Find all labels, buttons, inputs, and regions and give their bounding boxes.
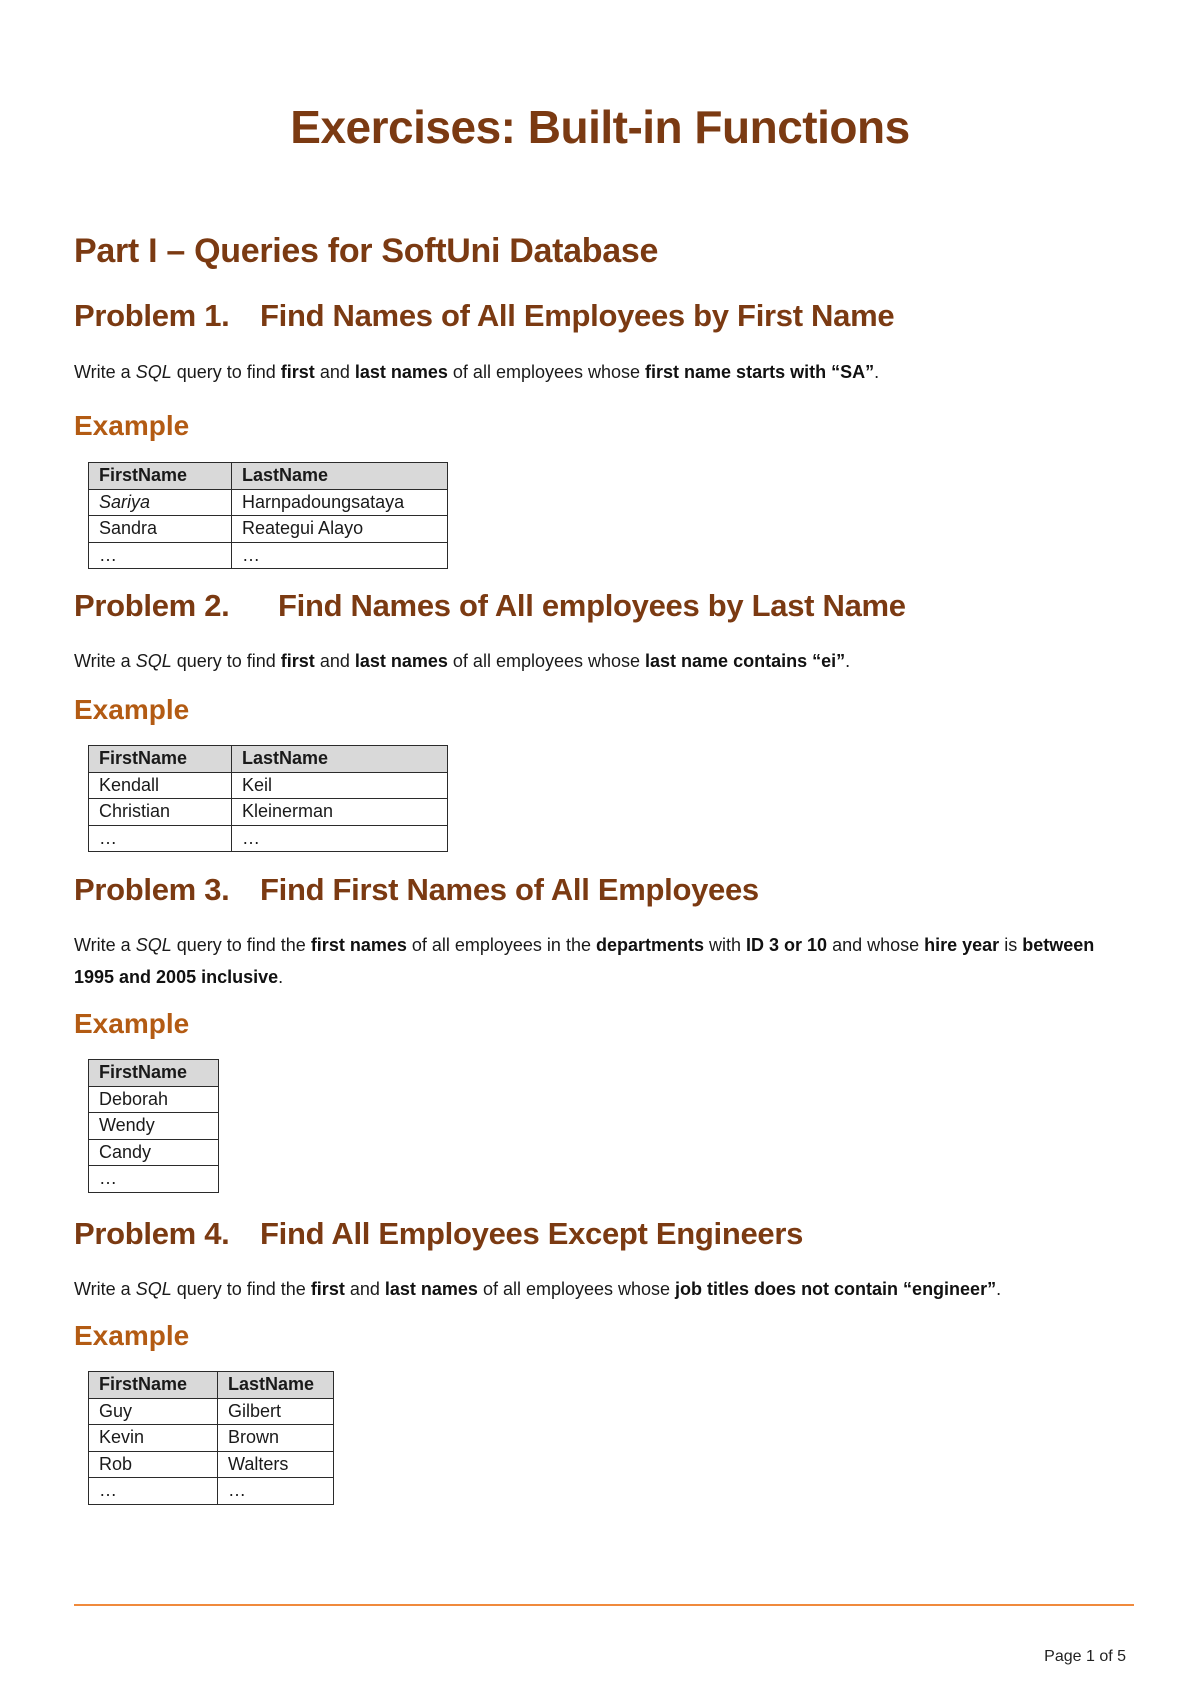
table-cell: Kendall [89,772,232,799]
column-header: FirstName [89,1372,218,1399]
description-text: ID 3 or 10 [746,935,828,955]
description-text: SQL [135,651,172,671]
table-cell: … [89,542,232,569]
table-cell: Christian [89,799,232,826]
table-cell: Brown [218,1425,334,1452]
description-text: last names [354,651,448,671]
table-row [89,772,448,799]
example-table-4 [88,1371,334,1505]
description-text: query to find [171,651,281,671]
table-cell: … [89,1166,219,1193]
description-text: of all employees in the [406,935,596,955]
problem-title: Find Names of All employees by Last Name [278,588,906,623]
description-text: . [278,967,284,987]
table-cell: Walters [218,1451,334,1478]
table-cell: Wendy [89,1113,219,1140]
description-text: of all employees whose [447,362,646,382]
description-text: last name contains “ei” [645,651,846,671]
description-text: first [280,651,315,671]
example-label: Example [74,410,190,441]
table-cell: Sandra [89,516,232,543]
problem-title: Find First Names of All Employees [260,872,759,907]
document-title: Exercises: Built-in Functions [290,101,910,153]
table-row [89,489,448,516]
description-text: query to find [171,362,281,382]
table-cell: Rob [89,1451,218,1478]
description-text: SQL [135,1279,172,1299]
description-text: . [996,1279,1002,1299]
table-row [89,542,448,569]
problem-4-description [74,1273,1134,1305]
example-label: Example [74,1008,190,1039]
problem-3-heading [74,872,759,908]
table-header-row [89,463,448,490]
problem-4-heading [74,1216,803,1252]
table-cell: Reategui Alayo [232,516,448,543]
description-text: . [845,651,851,671]
example-table-2 [88,745,448,852]
description-text: last names [384,1279,478,1299]
column-header: FirstName [89,463,232,490]
description-text: and whose [827,935,925,955]
problem-number: Problem 2. [74,588,230,623]
table-row [89,1113,219,1140]
table-cell: … [232,825,448,852]
description-text: and [314,651,355,671]
description-text: first name starts with “SA” [645,362,875,382]
description-text: SQL [135,935,172,955]
table-header-row [89,1060,219,1087]
description-text: Write a [74,935,136,955]
table-cell: Candy [89,1139,219,1166]
example-label: Example [74,694,190,725]
problem-number: Problem 3. [74,872,230,907]
description-text: first names [310,935,407,955]
description-text: of all employees whose [477,1279,676,1299]
description-text: is [999,935,1023,955]
problem-2-heading [74,588,906,624]
table-cell: … [232,542,448,569]
problem-title: Find Names of All Employees by First Name [260,298,895,333]
table-row [89,1086,219,1113]
description-text: SQL [135,362,172,382]
problem-2-description [74,645,1134,677]
part-heading: Part I – Queries for SoftUni Database [74,232,659,270]
problem-title: Find All Employees Except Engineers [260,1216,804,1251]
problem-number: Problem 4. [74,1216,230,1251]
table-row [89,1139,219,1166]
table-cell: Kevin [89,1425,218,1452]
table-cell: Gilbert [218,1398,334,1425]
problem-1-heading [74,298,894,334]
problem-1-description [74,356,1134,388]
description-text: first [280,362,315,382]
description-text: Write a [74,651,136,671]
page-number: Page 1 of 5 [1044,1648,1126,1665]
description-text: of all employees whose [447,651,646,671]
table-cell: Keil [232,772,448,799]
table-cell: Guy [89,1398,218,1425]
table-cell: … [89,1478,218,1505]
table-row [89,516,448,543]
description-text: and [314,362,355,382]
problem-number: Problem 1. [74,298,230,333]
table-header-row [89,746,448,773]
table-header-row [89,1372,334,1399]
table-cell: Sariya [89,489,232,516]
table-cell: … [89,825,232,852]
description-text: between 1995 and 2005 inclusive [74,935,1095,987]
example-table-3 [88,1059,219,1193]
column-header: FirstName [89,1060,219,1087]
description-text: last names [354,362,448,382]
footer-divider [74,1604,1134,1606]
description-text: job titles does not contain “engineer” [675,1279,997,1299]
description-text: query to find the [171,1279,311,1299]
description-text: Write a [74,362,136,382]
problem-3-description [74,929,1134,993]
table-row [89,1425,334,1452]
description-text: query to find the [171,935,311,955]
table-row [89,1166,219,1193]
table-cell: … [218,1478,334,1505]
table-row [89,1478,334,1505]
example-label: Example [74,1320,190,1351]
table-cell: Harnpadoungsataya [232,489,448,516]
description-text: first [310,1279,345,1299]
table-row [89,1398,334,1425]
column-header: LastName [218,1372,334,1399]
column-header: FirstName [89,746,232,773]
table-row [89,1451,334,1478]
description-text: with [704,935,747,955]
description-text: . [874,362,880,382]
description-text: Write a [74,1279,136,1299]
table-row [89,825,448,852]
example-table-1 [88,462,448,569]
table-cell: Deborah [89,1086,219,1113]
description-text: departments [595,935,704,955]
column-header: LastName [232,746,448,773]
table-row [89,799,448,826]
table-cell: Kleinerman [232,799,448,826]
description-text: hire year [924,935,1000,955]
description-text: and [344,1279,385,1299]
column-header: LastName [232,463,448,490]
